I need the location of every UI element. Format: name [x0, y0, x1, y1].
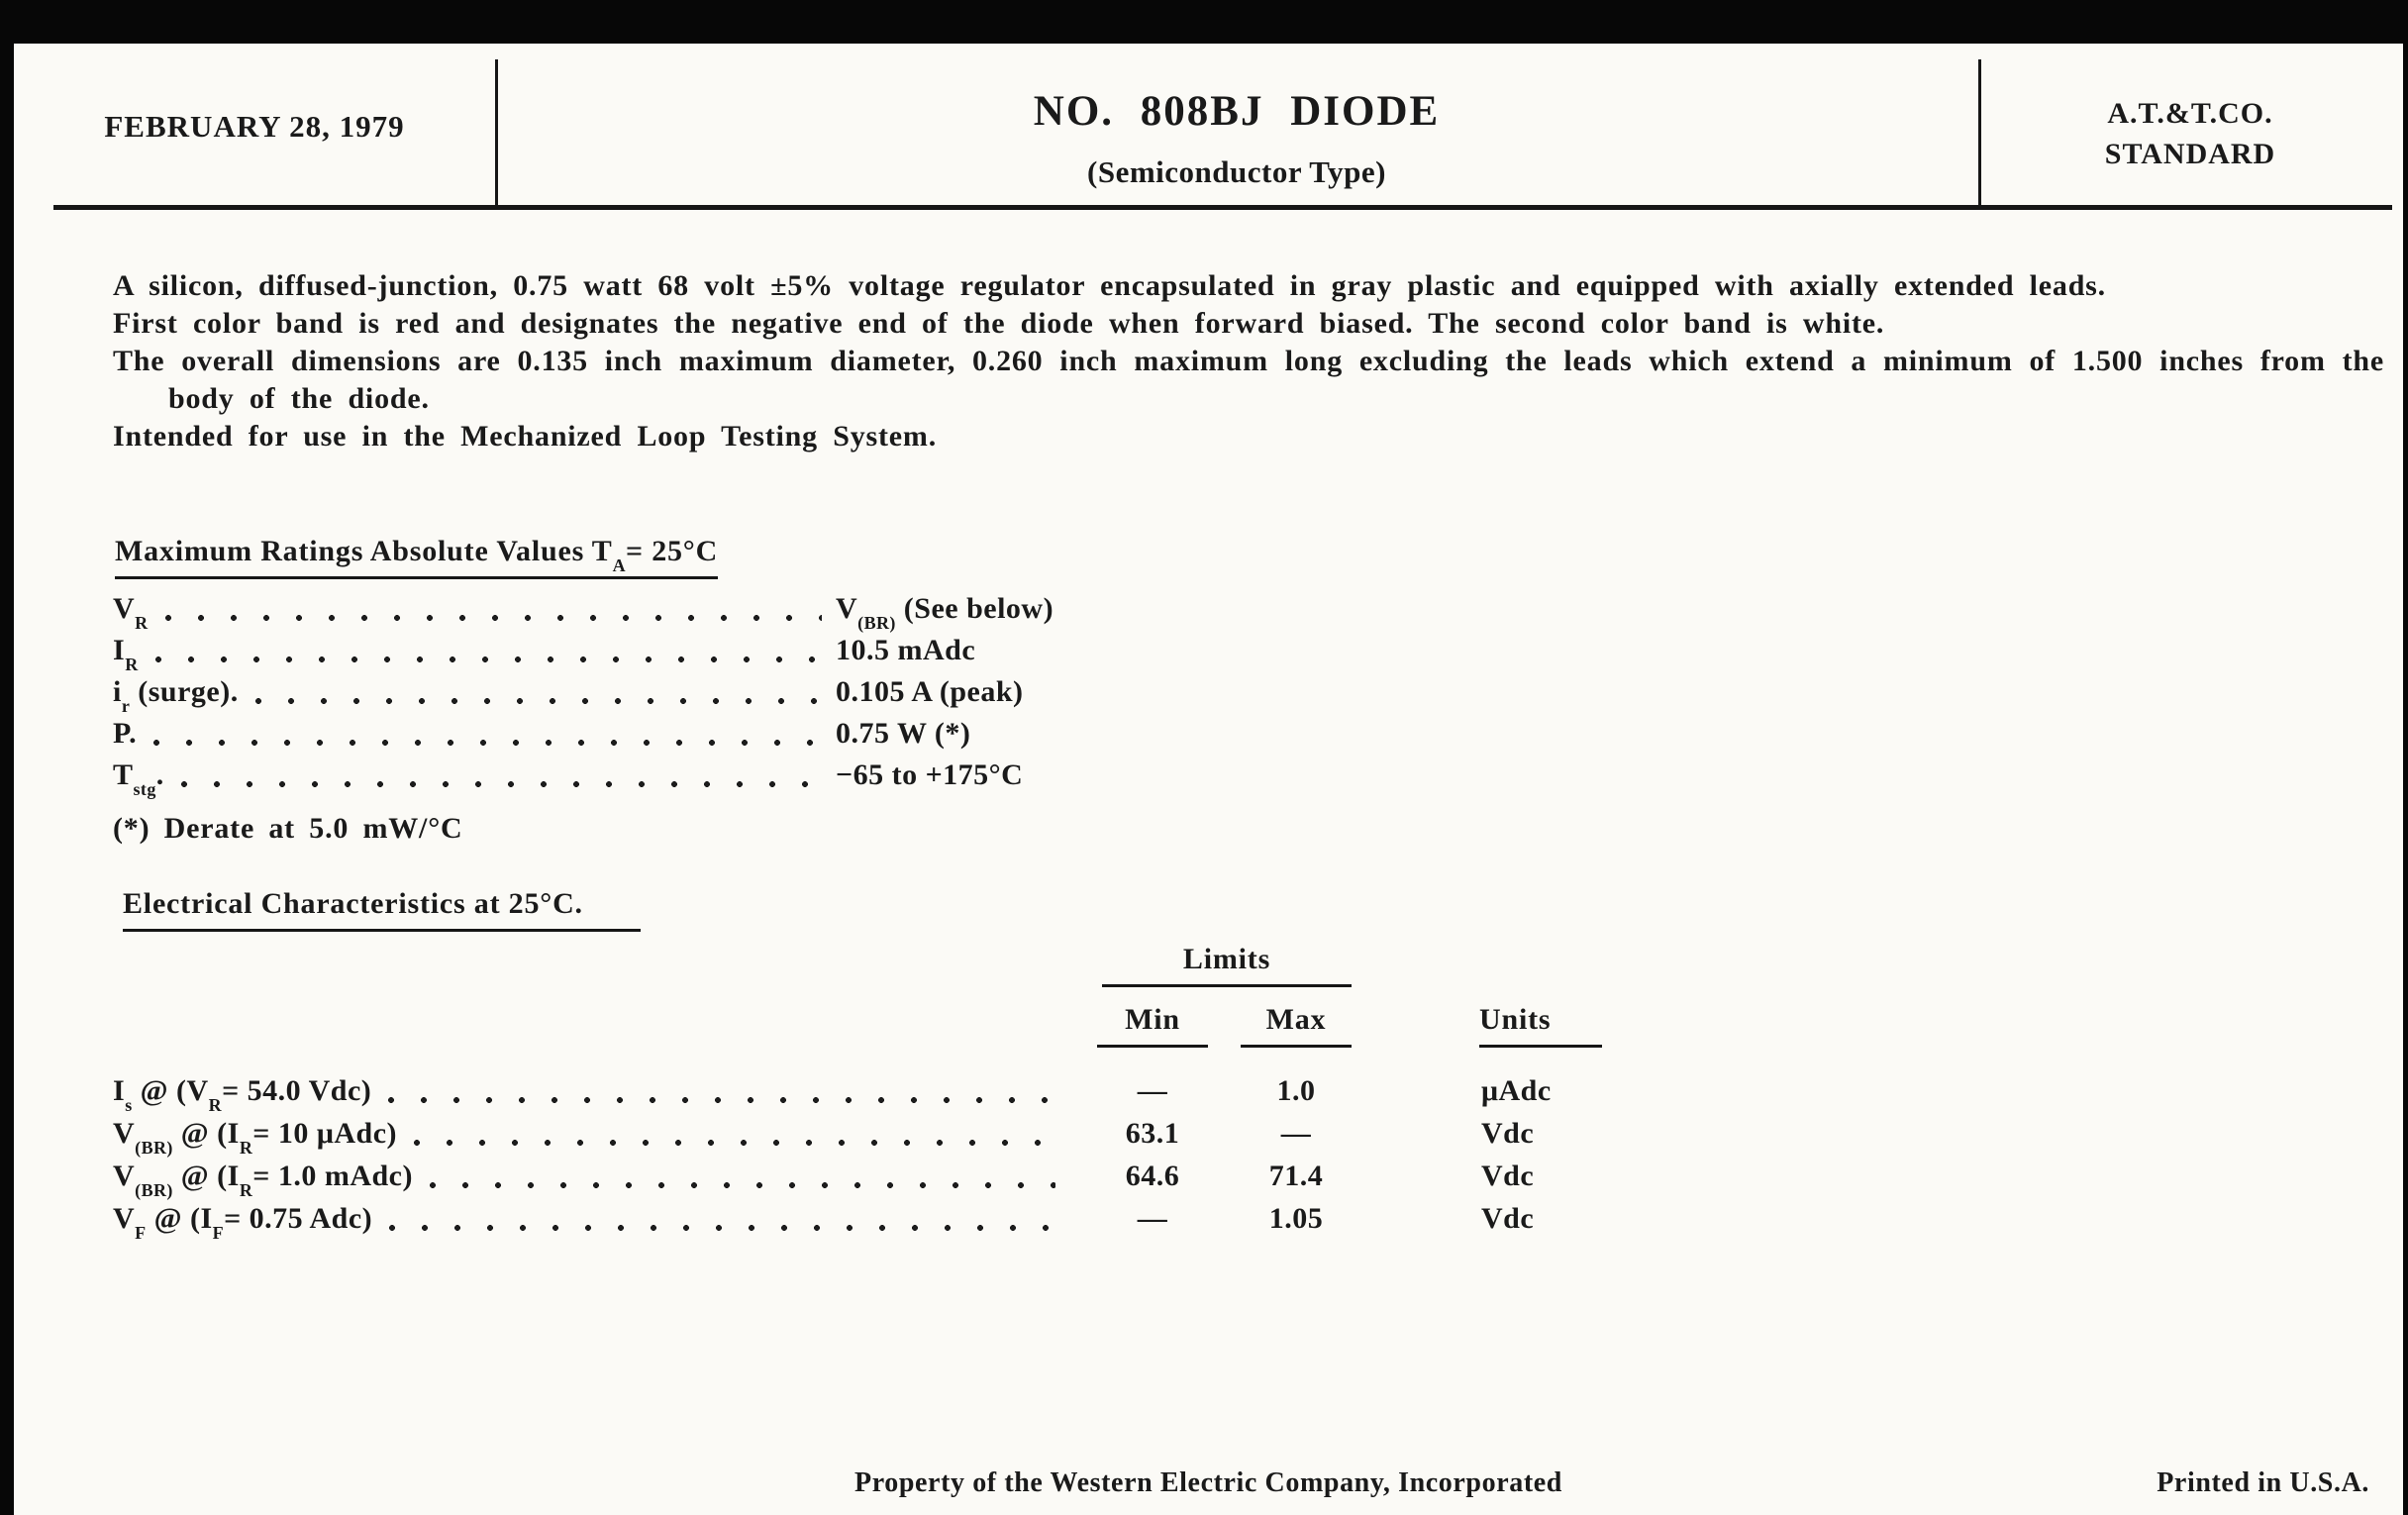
min-value: —: [1137, 1202, 1168, 1235]
units-value: μAdc: [1481, 1074, 1552, 1107]
description-paragraph-3: The overall dimensions are 0.135 inch maximum diameter, 0.260 inch maximum long excluding the leads which extend a minimum of 1.500 inches from the body of the diode.: [113, 345, 2384, 415]
rating-value: 0.105 A (peak): [836, 675, 1024, 708]
property-notice: Property of the Western Electric Company, Incorporated: [854, 1467, 1562, 1498]
spacer: [1370, 1112, 1479, 1155]
rating-symbol: P.: [113, 717, 138, 750]
limits-header: Limits: [1083, 945, 1370, 987]
dot-leader: [180, 755, 822, 796]
min-value: 63.1: [1125, 1117, 1180, 1150]
min-value: —: [1137, 1074, 1168, 1107]
dot-leader: [152, 713, 822, 755]
dot-leader: [429, 1155, 1055, 1197]
rating-value: 10.5 mAdc: [836, 634, 976, 666]
standard-label: STANDARD: [2104, 138, 2276, 170]
dot-leader: [164, 588, 822, 630]
col-header-units: Units: [1479, 1005, 1707, 1048]
derate-footnote: (*) Derate at 5.0 mW/°C: [113, 812, 463, 845]
col-header-max: Max: [1222, 1005, 1370, 1048]
max-value: 1.05: [1268, 1202, 1324, 1235]
rating-row-ir-surge: [113, 671, 1252, 716]
rating-row-vr: [113, 588, 1252, 633]
rating-row-tstg: [113, 755, 1252, 799]
spacer: [113, 1005, 1083, 1048]
units-value: Vdc: [1481, 1160, 1535, 1192]
row-label: $I_s$ @ ($V_R= 54.0$ Vdc): [113, 1069, 1083, 1112]
description-paragraph-2: First color band is red and designates the negative end of the diode when forward biased. The second color band is white.: [113, 307, 1885, 340]
dot-leader: [387, 1069, 1055, 1112]
org-standard-label: [1978, 93, 2402, 174]
rating-value: 0.75 W (*): [836, 717, 971, 750]
char-row-vbr-10ua: [113, 1112, 1707, 1158]
spacer: [1370, 1005, 1479, 1048]
row-label: $V_{(BR)}$ @ ($I_R= 1.0$ mAdc): [113, 1155, 1083, 1197]
description-block: [113, 267, 2384, 455]
org-name: A.T.&T.CO.: [2107, 97, 2273, 130]
column-header-row: [113, 1005, 1707, 1048]
electrical-heading: Electrical Characteristics at 25°C.: [123, 887, 641, 932]
document-subtitle: (Semiconductor Type): [1087, 154, 1386, 189]
max-ratings-list: [113, 588, 1252, 799]
row-label: $V_{(BR)}$ @ ($I_R= 10$ μAdc): [113, 1112, 1083, 1155]
table-body: [113, 1069, 1707, 1243]
max-ratings-heading: Maximum Ratings Absolute Values $T_A= 25^\circ C$: [115, 535, 718, 579]
units-value: Vdc: [1481, 1202, 1535, 1235]
header-divider-left: [495, 59, 498, 206]
rating-row-ir: [113, 630, 1252, 674]
rating-symbol: $T_{stg}$.: [113, 758, 164, 799]
char-row-vf: [113, 1197, 1707, 1243]
printed-in-usa: Printed in U.S.A.: [2157, 1467, 2369, 1498]
spacer: [1370, 1197, 1479, 1240]
rating-symbol: $V_R$: [113, 592, 149, 633]
char-row-vbr-1ma: [113, 1155, 1707, 1200]
spacer: [1370, 1155, 1479, 1197]
header-rule: [53, 205, 2392, 210]
document-title: NO. 808BJ DIODE: [1033, 88, 1441, 135]
char-row-is: [113, 1069, 1707, 1115]
description-paragraph-4: Intended for use in the Mechanized Loop Testing System.: [113, 420, 938, 453]
document-page: [14, 44, 2403, 1515]
electrical-table: [113, 943, 1707, 1243]
min-value: 64.6: [1125, 1160, 1180, 1192]
max-value: 71.4: [1268, 1160, 1324, 1192]
col-header-min: Min: [1083, 1005, 1222, 1048]
rating-value: −65 to +175°C: [836, 758, 1024, 791]
spacer: [1370, 1069, 1479, 1112]
rating-symbol: $i_r$ (surge).: [113, 675, 239, 716]
rating-symbol: $I_R$: [113, 634, 139, 674]
dot-leader: [254, 671, 822, 713]
max-value: 1.0: [1276, 1074, 1316, 1107]
issue-date: FEBRUARY 28, 1979: [104, 109, 405, 144]
units-value: Vdc: [1481, 1117, 1535, 1150]
rating-row-p: [113, 713, 1252, 755]
dot-leader: [154, 630, 822, 671]
rating-value: $V_{(BR)}$ (See below): [836, 592, 1054, 633]
dot-leader: [413, 1112, 1055, 1155]
description-paragraph-1: A silicon, diffused-junction, 0.75 watt 68 volt ±5% voltage regulator encapsulated in gray plastic and equipped with axially extended leads.: [113, 269, 2106, 302]
max-value: —: [1280, 1117, 1312, 1150]
dot-leader: [388, 1197, 1055, 1240]
header-divider-right: [1978, 59, 1981, 206]
row-label: $V_F$ @ ($I_F= 0.75$ Adc): [113, 1197, 1083, 1240]
spacer: [113, 945, 1083, 987]
limits-header-row: [113, 945, 1707, 987]
